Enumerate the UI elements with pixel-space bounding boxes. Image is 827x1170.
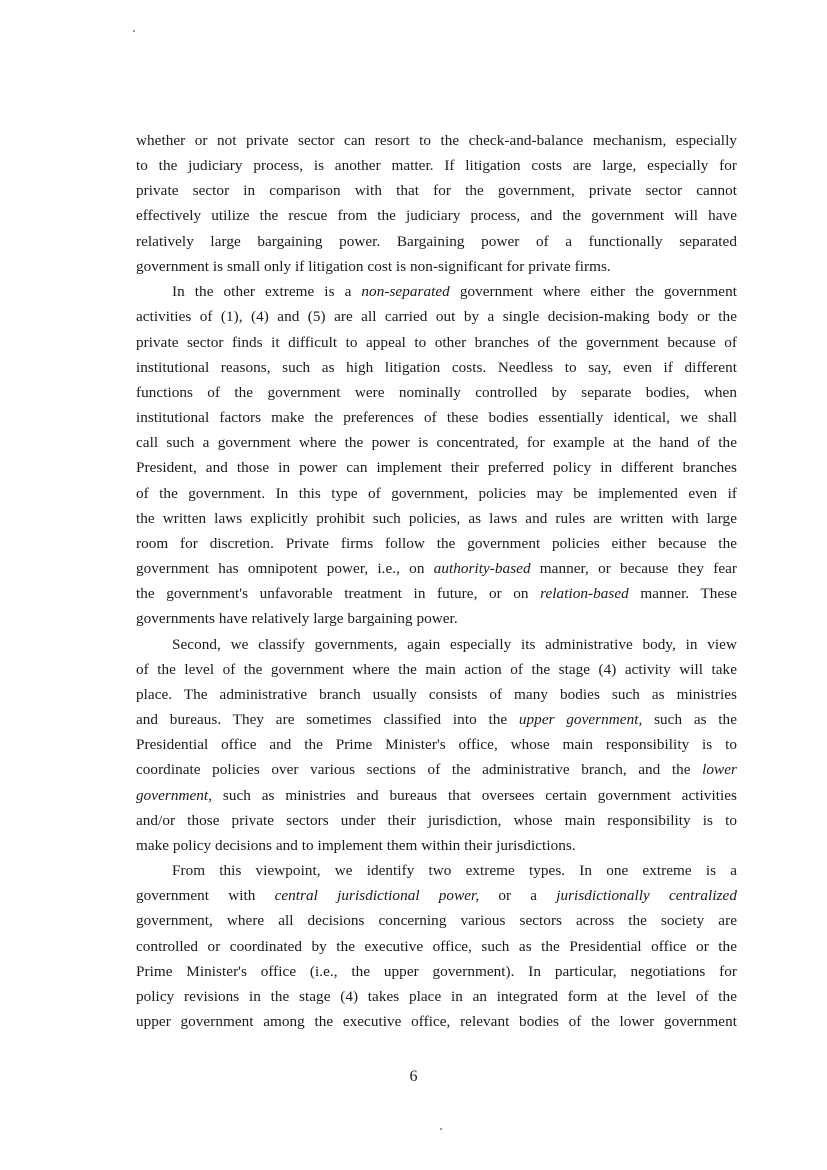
text-run: manner. These bbox=[628, 585, 737, 602]
text-line: activities of (1), (4) and (5) are all carried out by a single decision-making body or the bbox=[136, 308, 737, 325]
text-run: government has omnipotent power, i.e., on bbox=[136, 560, 434, 577]
text-line: Prime Minister's office (i.e., the upper government). In particular, negotiations for bbox=[136, 963, 737, 980]
text-line: functions of the government were nominally controlled by separate bodies, when bbox=[136, 384, 737, 401]
text-run: such as ministries and bureaus that oversees certain government activities bbox=[212, 787, 737, 804]
text-line: private sector in comparison with that for the government, private sector cannot bbox=[136, 182, 737, 199]
italic-term: upper government, bbox=[518, 711, 643, 728]
text-line bbox=[136, 710, 737, 730]
text-line: upper government among the executive office, relevant bodies of the lower government bbox=[136, 1013, 737, 1030]
text-line: private sector finds it difficult to appeal to other branches of the government because of bbox=[136, 334, 737, 351]
text-line: policy revisions in the stage (4) takes place in an integrated form at the level of the bbox=[136, 988, 737, 1005]
text-line bbox=[172, 282, 737, 302]
text-line: and/or those private sectors under their jurisdiction, whose main responsibility is to bbox=[136, 812, 737, 829]
text-line: place. The administrative branch usually consists of many bodies such as ministries bbox=[136, 686, 737, 703]
text-line: institutional reasons, such as high litigation costs. Needless to say, even if different bbox=[136, 359, 737, 376]
text-line: government is small only if litigation cost is non-significant for private firms. bbox=[136, 258, 611, 275]
scan-speck bbox=[133, 30, 135, 32]
text-line: room for discretion. Private firms follow the government policies either because the bbox=[136, 535, 737, 552]
italic-term: relation-based bbox=[540, 585, 629, 602]
text-line bbox=[136, 559, 737, 579]
text-run: government where either the government bbox=[449, 283, 737, 300]
text-line: From this viewpoint, we identify two extreme types. In one extreme is a bbox=[172, 862, 737, 879]
text-line: governments have relatively large bargaining power. bbox=[136, 610, 458, 627]
text-line: effectively utilize the rescue from the judiciary process, and the government will have bbox=[136, 207, 737, 224]
text-line: government, where all decisions concerning various sectors across the society are bbox=[136, 912, 737, 929]
text-line: whether or not private sector can resort to the check-and-balance mechanism, especially bbox=[136, 132, 737, 149]
text-line: relatively large bargaining power. Bargaining power of a functionally separated bbox=[136, 233, 737, 250]
text-run: or a bbox=[479, 887, 557, 904]
text-line bbox=[136, 760, 737, 780]
text-run: In the other extreme is a bbox=[172, 283, 362, 300]
text-run: and bureaus. They are sometimes classified into the bbox=[136, 711, 519, 728]
text-line: Presidential office and the Prime Minister's office, whose main responsibility is to bbox=[136, 736, 737, 753]
text-line: to the judiciary process, is another matter. If litigation costs are large, especially for bbox=[136, 157, 737, 174]
text-line: call such a government where the power is concentrated, for example at the hand of the bbox=[136, 434, 737, 451]
text-run: coordinate policies over various sections of the administrative branch, and the bbox=[136, 761, 703, 778]
text-line: institutional factors make the preferences of these bodies essentially identical, we shall bbox=[136, 409, 737, 426]
italic-term: lower bbox=[702, 761, 737, 778]
text-line: the written laws explicitly prohibit such policies, as laws and rules are written with large bbox=[136, 510, 737, 527]
text-run: such as the bbox=[642, 711, 737, 728]
text-line: of the level of the government where the main action of the stage (4) activity will take bbox=[136, 661, 737, 678]
text-line: of the government. In this type of government, policies may be implemented even if bbox=[136, 485, 737, 502]
text-line: President, and those in power can implement their preferred policy in different branches bbox=[136, 459, 737, 476]
italic-term: central jurisdictional power, bbox=[274, 887, 480, 904]
text-line bbox=[136, 584, 737, 604]
text-run: government with bbox=[136, 887, 275, 904]
page-number: 6 bbox=[409, 1068, 418, 1085]
italic-term: government, bbox=[136, 787, 213, 804]
text-run: manner, or because they fear bbox=[530, 560, 738, 577]
text-run: the government's unfavorable treatment in future, or on bbox=[136, 585, 541, 602]
italic-term: non-separated bbox=[361, 283, 450, 300]
scan-speck bbox=[440, 1128, 442, 1130]
text-line: make policy decisions and to implement them within their jurisdictions. bbox=[136, 837, 576, 854]
text-line: Second, we classify governments, again especially its administrative body, in view bbox=[172, 636, 737, 653]
italic-term: authority-based bbox=[433, 560, 531, 577]
text-line: controlled or coordinated by the executive office, such as the Presidential office or the bbox=[136, 938, 737, 955]
text-line bbox=[136, 886, 737, 906]
text-line bbox=[136, 786, 737, 806]
italic-term: jurisdictionally centralized bbox=[556, 887, 737, 904]
